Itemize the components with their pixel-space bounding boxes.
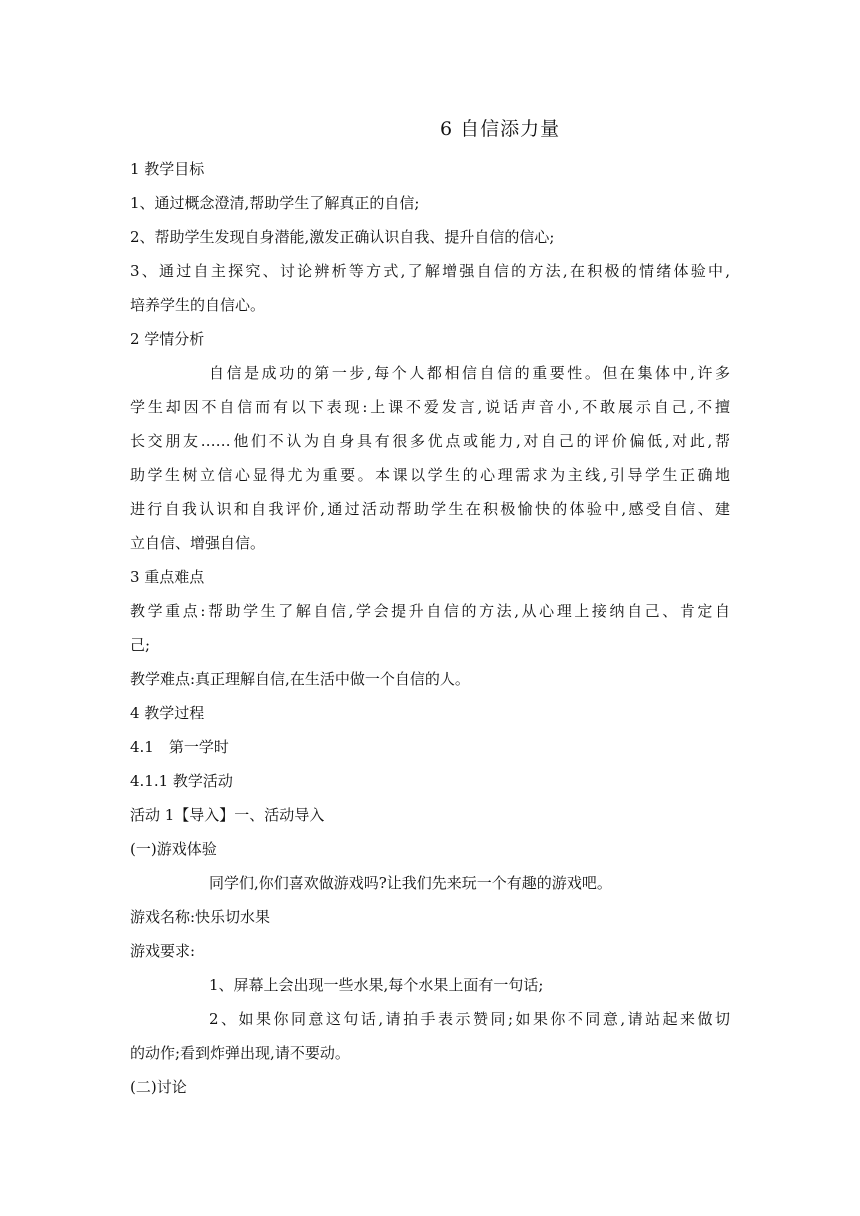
text-line: 1 教学目标	[130, 160, 205, 178]
text-line: 进行自我认识和自我评价,通过活动帮助学生在积极愉快的体验中,感受自信、建	[130, 500, 730, 518]
text-line: 学生却因不自信而有以下表现:上课不爱发言,说话声音小,不敢展示自己,不擅	[130, 398, 730, 416]
text-line: 3、通过自主探究、讨论辨析等方式,了解增强自信的方法,在积极的情绪体验中,	[130, 262, 730, 280]
text-line: 自信是成功的第一步,每个人都相信自信的重要性。但在集体中,许多	[209, 364, 730, 382]
text-line: 4.1.1 教学活动	[130, 772, 233, 790]
text-line: (二)讨论	[130, 1078, 187, 1096]
text-line: 的动作;看到炸弹出现,请不要动。	[130, 1044, 350, 1062]
text-line: 教学重点:帮助学生了解自信,学会提升自信的方法,从心理上接纳自己、肯定自	[130, 602, 730, 620]
text-line: 2、帮助学生发现自身潜能,激发正确认识自我、提升自信的信心;	[130, 228, 555, 246]
text-line: 活动 1【导入】一、活动导入	[130, 806, 325, 824]
document-body	[130, 152, 730, 1104]
text-line: 游戏要求:	[130, 942, 196, 960]
text-line: 1、通过概念澄清,帮助学生了解真正的自信;	[130, 194, 420, 212]
text-line: 己;	[130, 636, 151, 654]
text-line: 2、如果你同意这句话,请拍手表示赞同;如果你不同意,请站起来做切	[209, 1010, 730, 1028]
text-line: 助学生树立信心显得尤为重要。本课以学生的心理需求为主线,引导学生正确地	[130, 466, 730, 484]
text-line: 4 教学过程	[130, 704, 205, 722]
text-line: (一)游戏体验	[130, 840, 217, 858]
document-title: 6 自信添力量	[440, 118, 561, 140]
text-line: 1、屏幕上会出现一些水果,每个水果上面有一句话;	[209, 976, 544, 994]
text-line: 3 重点难点	[130, 568, 205, 586]
text-line: 2 学情分析	[130, 330, 205, 348]
text-line: 教学难点:真正理解自信,在生活中做一个自信的人。	[130, 670, 470, 688]
text-line: 长交朋友……他们不认为自身具有很多优点或能力,对自己的评价偏低,对此,帮	[130, 432, 730, 450]
text-line: 游戏名称:快乐切水果	[130, 908, 271, 926]
text-line: 立自信、增强自信。	[130, 534, 266, 552]
text-line: 同学们,你们喜欢做游戏吗?让我们先来玩一个有趣的游戏吧。	[209, 874, 612, 892]
text-line: 培养学生的自信心。	[130, 296, 266, 314]
text-line: 4.1 第一学时	[130, 738, 229, 756]
